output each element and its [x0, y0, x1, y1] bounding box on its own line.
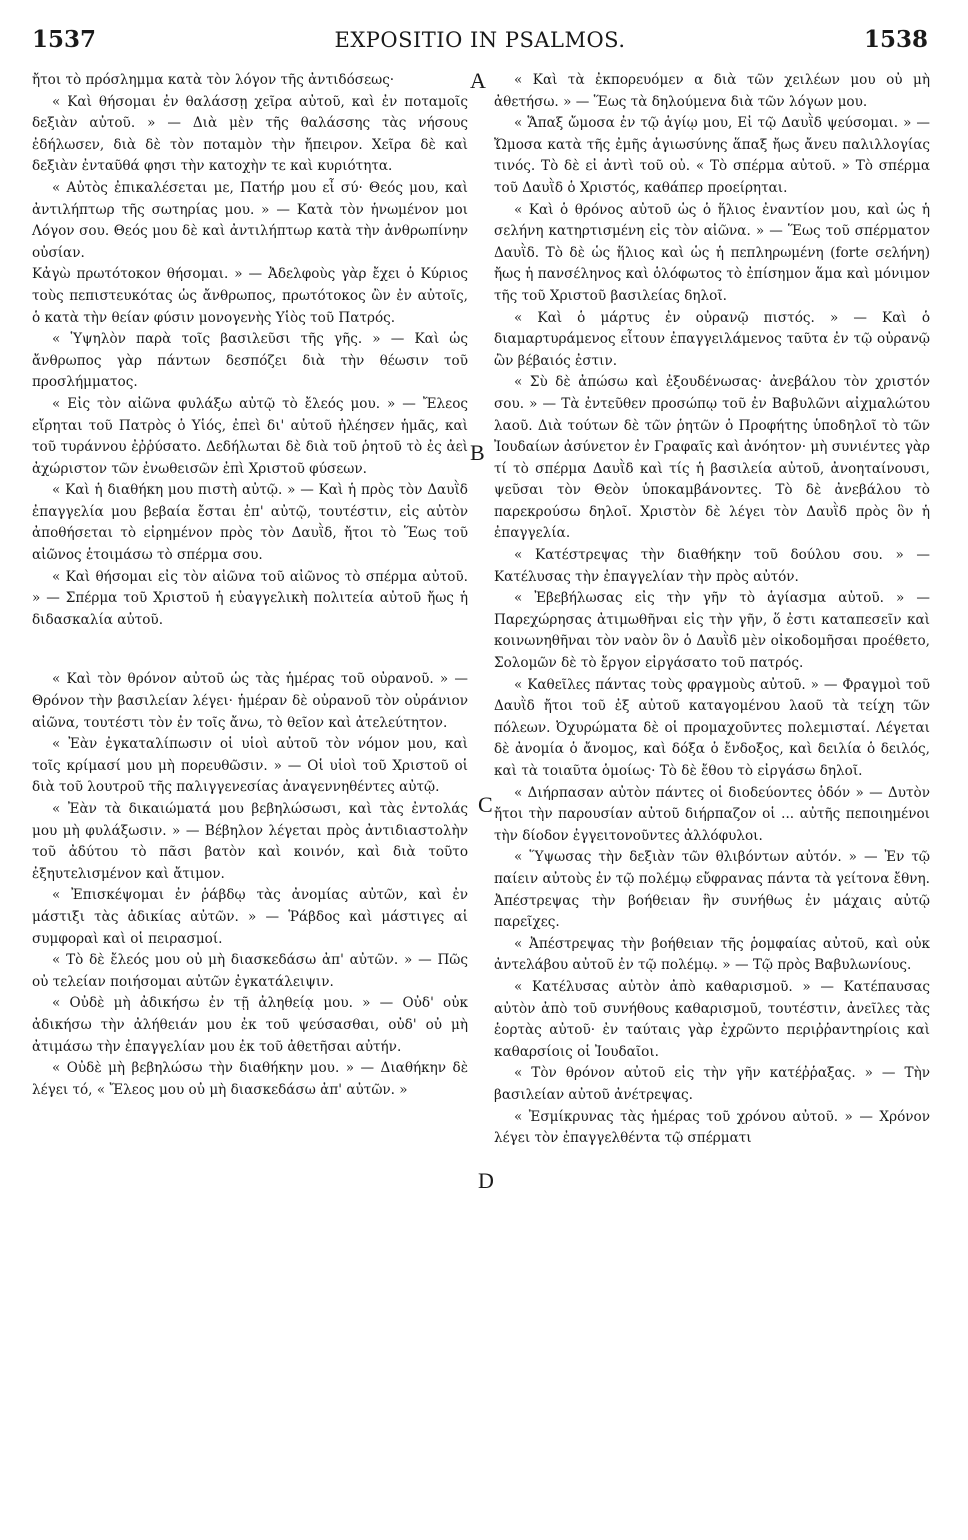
paragraph: « Ἐβεβήλωσας εἰς τὴν γῆν τὸ ἁγίασμα αὐτοῦ. » — Παρεχώρησας ἀτιμωθῆναι εἰς τὴν γῆν, ὅ ἐστι καταπεσεῖν καὶ κοινωνηθῆναι τὸν ναὸν ὃν ὁ Δαυῒδ μὲν οἰκοδομῆσαι προέθετο, Σολομῶν δὲ τὸ ἔργον εἰργάσατο τοῦ πατρός.: [494, 590, 930, 672]
paragraph: « Καὶ ἡ διαθήκη μου πιστὴ αὐτῷ. » — Καὶ ἡ πρὸς τὸν Δαυῒδ ἐπαγγελία μου βεβαία ἔσται ἐπ' αὐτῷ, τουτέστιν, εἰς αὐτὸν ἀποθήσεται τὸ εἰρημένον πρὸς τὸν Δαυῒδ, ἤτοι τὸ Ἕως τοῦ αἰῶνος ἑτοιμάσω τὸ σπέρμα σου.: [32, 482, 468, 564]
paragraph: « Αὐτὸς ἐπικαλέσεται με, Πατήρ μου εἶ σύ· Θεός μου, καὶ ἀντιλήπτωρ τῆς σωτηρίας μου. » — Κατὰ τὸν ἡνωμένον μοι Λόγον σου. Θεός μου δὲ καὶ ἀντιλήπτωρ κατὰ τὴν ἀνθρωπίνην οὐσίαν.: [32, 179, 468, 261]
page-number-right: 1538: [863, 26, 928, 53]
paragraph: « Καὶ τὸν θρόνον αὐτοῦ ὡς τὰς ἡμέρας τοῦ οὐρανοῦ. » — Θρόνον τὴν βασιλείαν λέγει· ἡμέραν δὲ οὐρανοῦ τὸν οὐράνιον αἰῶνα, τουτέστι τὸν ἐν τοῖς ἄνω, τὸ θεῖον καὶ ἀτελεύτητον.: [32, 671, 468, 731]
margin-marker-b: B: [470, 440, 485, 465]
paragraph: « Ἐὰν τὰ δικαιώματά μου βεβηλώσωσι, καὶ τὰς ἐντολάς μου μὴ φυλάξωσιν. » — Βέβηλον λέγεται πρὸς ἀντιδιαστολὴν τοῦ ἀδύτου τὸ πᾶσι βατὸν καὶ κοινόν, καὶ διὰ τοῦτο ἐξηυτελισμένον καὶ ἄτιμον.: [32, 801, 468, 882]
paragraph: « Οὐδὲ μὴ ἀδικήσω ἐν τῇ ἀληθείᾳ μου. » — Οὐδ' οὐκ ἀδικήσω τὴν ἀλήθειάν μου ἐκ τοῦ ψεύσασθαι, οὐδ' οὐ μὴ ἀτιμάσω τὴν ἐπαγγελίαν μου ἐκ τοῦ ἀθετῆσαι αὐτήν.: [32, 995, 468, 1055]
paragraph: « Καὶ ὁ θρόνος αὐτοῦ ὡς ὁ ἥλιος ἐναντίον μου, καὶ ὡς ἡ σελήνη κατηρτισμένη εἰς τὸν αἰῶνα. » — Ἕως τοῦ σπέρματον Δαυῒδ. Τὸ δὲ ὡς ἥλιος καὶ ὡς ἡ πεπληρωμένη (forte σελήνη) ἤως ἡ πανσέληνος καὶ ὁλόφωτος τὸ ἐπίσημον ἅμα καὶ μόνιμον τῆς τοῦ Χριστοῦ βασιλείας δηλοῖ.: [494, 201, 930, 304]
paragraph: « Καὶ θήσομαι ἐν θαλάσσῃ χεῖρα αὐτοῦ, καὶ ἐν ποταμοῖς δεξιὰν αὐτοῦ. » — Διὰ μὲν τῆς θαλάσσης τὰς νήσους ἐδήλωσεν, διὰ δὲ τὸν ποταμὸν τὴν ἤπειρον. Χεῖρα δὲ καὶ δεξιὰν ἐνταῦθά φησι τὴν κατοχὴν τε καὶ κυριότητα.: [32, 93, 468, 175]
paragraph: « Εἰς τὸν αἰῶνα φυλάξω αὐτῷ τὸ ἔλεός μου. » — Ἔλεος εἴρηται τοῦ Πατρὸς ὁ Υἱός, ἐπεὶ δι' αὐτοῦ ἠλέησεν ἡμᾶς, καὶ τοῦ τυράννου ἐῤῥύσατο. Δεδήλωται δὲ διὰ τοῦ ῥητοῦ τὸ ἐς ἀεὶ ἀχώριστον τῶν ἐνωθεισῶν ἐπὶ Χριστοῦ φύσεων.: [32, 395, 468, 477]
paragraph: « Τὸν θρόνον αὐτοῦ εἰς τὴν γῆν κατέῤῥαξας. » — Τὴν βασιλείαν αὐτοῦ ἀνέτρεψας.: [494, 1065, 930, 1103]
paragraph: « Οὐδὲ μὴ βεβηλώσω τὴν διαθήκην μου. » — Διαθήκην δὲ λέγει τό, « Ἔλεος μου οὐ μὴ διασκεδάσω ἀπ' αὐτῶν. »: [32, 1060, 468, 1098]
paragraph: « Ὕψωσας τὴν δεξιὰν τῶν θλιβόντων αὐτόν. » — Ἐν τῷ παίειν αὐτοὺς ἐν τῷ πολέμῳ εὔφρανας πάντα τὰ γείτονα ἔθνη. Ἀπέστρεψας τὴν βοήθειαν ἣν συνήθως ἐν μάχαις αὐτῷ παρεῖχες.: [494, 849, 930, 931]
paragraph: « Ὑψηλὸν παρὰ τοῖς βασιλεῦσι τῆς γῆς. » — Καὶ ὡς ἄνθρωπος γὰρ πάντων δεσπόζει διὰ τὴν θέωσιν τοῦ προσλήμματος.: [32, 331, 468, 391]
margin-marker-a: A: [470, 68, 486, 93]
paragraph: « Ἐὰν ἐγκαταλίπωσιν οἱ υἱοὶ αὐτοῦ τὸν νόμον μου, καὶ τοῖς κρίμασί μου μὴ πορευθῶσιν. » — Οἱ υἱοὶ τοῦ Χριστοῦ οἱ διὰ τοῦ λουτροῦ τῆς παλιγγενεσίας ἀναγεννηθέντες αὐτῷ.: [32, 736, 468, 796]
paragraph: « Καὶ θήσομαι εἰς τὸν αἰῶνα τοῦ αἰῶνος τὸ σπέρμα αὐτοῦ. » — Σπέρμα τοῦ Χριστοῦ ἡ εὐαγγελικὴ πολιτεία αὐτοῦ ἤως ἡ διδασκαλία αὐτοῦ.: [32, 568, 468, 628]
margin-marker-d: D: [478, 1168, 494, 1193]
paragraph: « Διήρπασαν αὐτὸν πάντες οἱ διοδεύοντες ὁδόν » — Δυτὸν ἤτοι τὴν παρουσίαν αὐτοῦ διήρπαζον οἱ ... αὐτῆς πεποιημένοι τὴν δίοδον ἐγγειτονοῦντες ἀλλόφυλοι.: [494, 784, 930, 844]
left-column: [32, 70, 468, 1101]
paragraph: « Κατέστρεψας τὴν διαθήκην τοῦ δούλου σου. » — Κατέλυσας τὴν ἐπαγγελίαν τὴν πρὸς αὐτόν.: [494, 547, 930, 585]
paragraph: « Κατέλυσας αὐτὸν ἀπὸ καθαρισμοῦ. » — Κατέπαυσας αὐτὸν ἀπὸ τοῦ συνήθους καθαρισμοῦ, τουτέστιν, ἀνεῖλες τὰς ἑορτὰς αὐτοῦ· ἐν ταύταις γὰρ ἐχρῶντο περιῤῥαντηρίοις καὶ καθαρσίοις οἱ Ἰουδαῖοι.: [494, 978, 930, 1060]
running-title: EXPOSITIO IN PSALMOS.: [334, 28, 626, 52]
paragraph: « Ἀπέστρεψας τὴν βοήθειαν τῆς ῥομφαίας αὐτοῦ, καὶ οὐκ ἀντελάβου αὐτοῦ ἐν τῷ πολέμῳ. » — Τῷ πρὸς Βαβυλωνίους.: [494, 935, 930, 974]
margin-marker-c: C: [478, 792, 493, 817]
paragraph: « Καὶ ὁ μάρτυς ἐν οὐρανῷ πιστός. » — Καὶ ὁ διαμαρτυράμενος εἶτουν ἐπαγγειλάμενος ταῦτα ἐν τῷ οὐρανῷ ὢν βέβαιός ἐστιν.: [494, 309, 930, 369]
paragraph: Κἀγὼ πρωτότοκον θήσομαι. » — Ἀδελφοὺς γὰρ ἔχει ὁ Κύριος τοὺς πεπιστευκότας ὡς ἄνθρωπος, πρωτότοκος ὢν ἐν αὐτοῖς, ὁ κατὰ τὴν θείαν φύσιν μονογενὴς Υἱὸς τοῦ Πατρός.: [32, 266, 468, 326]
paragraph: « Ἐσμίκρυνας τὰς ἡμέρας τοῦ χρόνου αὐτοῦ. » — Χρόνον λέγει τὸν ἐπαγγελθέντα τῷ σπέρματι: [494, 1108, 930, 1147]
paragraph: « Ἅπαξ ὤμοσα ἐν τῷ ἁγίῳ μου, Εἰ τῷ Δαυῒδ ψεύσομαι. » — Ὤμοσα κατὰ τῆς ἐμῆς ἁγιωσύνης ἅπαξ ἤως ἄνευ παλιλλογίας τινός. Τὸ δὲ εἰ ἀντὶ τοῦ οὐ. « Τὸ σπέρμα αὐτοῦ. » Τὸ σπέρμα τοῦ Δαυῒδ ὁ Χριστός, καθάπερ προείρηται.: [494, 115, 930, 196]
paragraph: « Καὶ τὰ ἐκπορευόμεν α διὰ τῶν χειλέων μου οὐ μὴ ἀθετήσω. » — Ἕως τὰ δηλούμενα διὰ τῶν λόγων μου.: [494, 72, 930, 110]
paragraph: « Τὸ δὲ ἔλεός μου οὐ μὴ διασκεδάσω ἀπ' αὐτῶν. » — Πῶς οὐ τελείαν ποιήσομαι αὐτῶν ἐγκατάλειψιν.: [32, 952, 468, 990]
page-number-left: 1537: [32, 26, 97, 53]
running-header: [32, 26, 928, 60]
paragraph: « Σὺ δὲ ἀπώσω καὶ ἐξουδένωσας· ἀνεβάλου τὸν χριστόν σου. » — Τὰ ἐντεῦθεν προσώπῳ τοῦ ἐν Βαβυλῶνι αἰχμαλώτου λαοῦ. Διὰ τούτων δὲ τῶν ῥητῶν ὁ Προφήτης ὑποδηλοῖ τὸ τῶν Ἰουδαίων ἀσύνετον ἐν Γραφαῖς καὶ ἀνόητον· μὴ συνιέντες γὰρ τί τὸ σπέρμα Δαυῒδ καὶ τίς ἡ βασιλεία αὐτοῦ, ἀνοηταίνουσι, ψεῦσαι τὸν Θεὸν ὑποκαμβάνοντες. Τὸ δὲ ἀνεβάλου τὸ παρεκρούσω δηλοῖ. Χριστὸν δὲ λέγει τὸν Δαυῒδ πρὸς ὃν ἡ ἐπαγγελία.: [494, 374, 930, 542]
paragraph: ἤτοι τὸ πρόσλημμα κατὰ τὸν λόγον τῆς ἀντιδόσεως·: [32, 72, 395, 88]
paragraph: « Ἐπισκέψομαι ἐν ῥάβδῳ τὰς ἀνομίας αὐτῶν, καὶ ἐν μάστιξι τὰς ἀδικίας αὐτῶν. » — Ῥάβδος καὶ μάστιγες αἱ συμφοραὶ καὶ οἱ πειρασμοί.: [32, 887, 468, 947]
right-column: [494, 70, 930, 1150]
paragraph: « Καθεῖλες πάντας τοὺς φραγμοὺς αὐτοῦ. » — Φραγμοὶ τοῦ Δαυῒδ ἤτοι τοῦ ἐξ αὐτοῦ καταγομένου λαοῦ τὰ τείχη τῶν πόλεων. Ὀχυρώματα δὲ οἱ προμαχοῦντες πολεμισταί. Λέγεται δὲ ἀνομία ὁ ἄνομος, καὶ δόξα ὁ ἔνδοξος, καὶ δειλία ὁ δειλός, καὶ τὰ τοιαῦτα ὁμοίως· Τὸ δὲ ἔθου τὸ εἰργάσω δηλοῖ.: [494, 676, 930, 779]
